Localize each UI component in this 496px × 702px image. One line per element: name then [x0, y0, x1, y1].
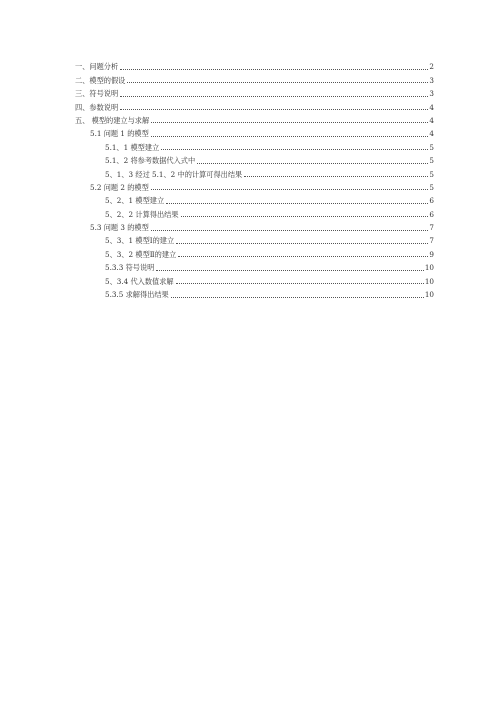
toc-entry-title: 5、3、1 模型Ⅰ的建立 [105, 236, 175, 246]
toc-entry-page: 4 [429, 115, 434, 125]
toc-entry-page: 10 [424, 263, 434, 273]
toc-dot-leader [197, 163, 428, 164]
toc-entry-title: 5.2 问题 2 的模型 [90, 182, 149, 192]
toc-entry-title: 5.1、2 将参考数据代入式中 [105, 156, 196, 166]
toc-entry-page: 10 [424, 290, 434, 300]
toc-dot-leader [120, 96, 428, 97]
toc-dot-leader [171, 297, 424, 298]
toc-entry-title: 5.3 问题 3 的模型 [90, 223, 149, 233]
toc-entry-title: 一、问题分析 [75, 62, 119, 72]
toc-dot-leader [156, 270, 424, 271]
toc-dot-leader [127, 82, 428, 83]
toc-entry-page: 5 [429, 156, 434, 166]
toc-entry-title: 5、1、3 经过 5.1、2 中的计算可得出结果 [105, 169, 243, 179]
toc-dot-leader [151, 136, 429, 137]
toc-entry-page: 9 [429, 249, 434, 259]
toc-entry[interactable] [75, 272, 434, 285]
toc-entry[interactable] [75, 259, 434, 272]
toc-entry-page: 7 [429, 236, 434, 246]
toc-entry[interactable] [75, 125, 434, 138]
toc-entry[interactable] [75, 98, 434, 111]
toc-entry-title: 二、模型的假设 [75, 75, 126, 85]
toc-entry[interactable] [75, 205, 434, 218]
toc-entry-title: 5、2、1 模型建立 [105, 196, 165, 206]
toc-entry-title: 四、参数说明 [75, 102, 119, 112]
toc-entry-page: 2 [429, 62, 434, 72]
toc-entry[interactable] [75, 179, 434, 192]
toc-entry-title: 5.3.3 符号说明 [105, 263, 155, 273]
toc-entry-title: 5、3、2 模型Ⅱ的建立 [105, 249, 177, 259]
toc-entry[interactable] [75, 112, 434, 125]
toc-entry-page: 7 [429, 223, 434, 233]
toc-dot-leader [161, 149, 428, 150]
toc-entry-page: 3 [429, 89, 434, 99]
toc-entry-page: 5 [429, 182, 434, 192]
table-of-contents [75, 58, 434, 299]
toc-entry[interactable] [75, 58, 434, 71]
toc-entry[interactable] [75, 232, 434, 245]
toc-entry-title: 5.3.5 求解得出结果 [105, 290, 169, 300]
toc-dot-leader [151, 230, 429, 231]
toc-entry-page: 6 [429, 196, 434, 206]
toc-entry-title: 5、2、2 计算得出结果 [105, 209, 179, 219]
toc-entry-page: 5 [429, 169, 434, 179]
toc-entry-title: 5.1 问题 1 的模型 [90, 129, 149, 139]
toc-entry-title: 三、符号说明 [75, 89, 119, 99]
toc-entry[interactable] [75, 286, 434, 299]
toc-entry-page: 10 [424, 276, 434, 286]
toc-entry-title: 5.1、1 模型建立 [105, 142, 160, 152]
toc-entry[interactable] [75, 245, 434, 258]
toc-dot-leader [151, 122, 428, 123]
toc-entry[interactable] [75, 71, 434, 84]
toc-entry-page: 5 [429, 142, 434, 152]
toc-dot-leader [178, 256, 428, 257]
toc-entry-title: 5、3.4 代入数值求解 [105, 276, 174, 286]
toc-entry[interactable] [75, 219, 434, 232]
toc-dot-leader [151, 189, 429, 190]
toc-entry-title: 五、 模型的建立与求解 [75, 115, 150, 125]
toc-dot-leader [120, 109, 428, 110]
toc-entry[interactable] [75, 138, 434, 151]
toc-dot-leader [166, 203, 428, 204]
toc-dot-leader [244, 176, 428, 177]
toc-entry-page: 3 [429, 75, 434, 85]
toc-entry-page: 4 [429, 102, 434, 112]
toc-entry[interactable] [75, 165, 434, 178]
toc-dot-leader [176, 283, 424, 284]
toc-dot-leader [120, 69, 428, 70]
toc-entry-page: 4 [429, 129, 434, 139]
toc-entry[interactable] [75, 85, 434, 98]
toc-dot-leader [176, 243, 428, 244]
toc-entry-page: 6 [429, 209, 434, 219]
toc-entry[interactable] [75, 152, 434, 165]
toc-dot-leader [181, 216, 429, 217]
toc-entry[interactable] [75, 192, 434, 205]
